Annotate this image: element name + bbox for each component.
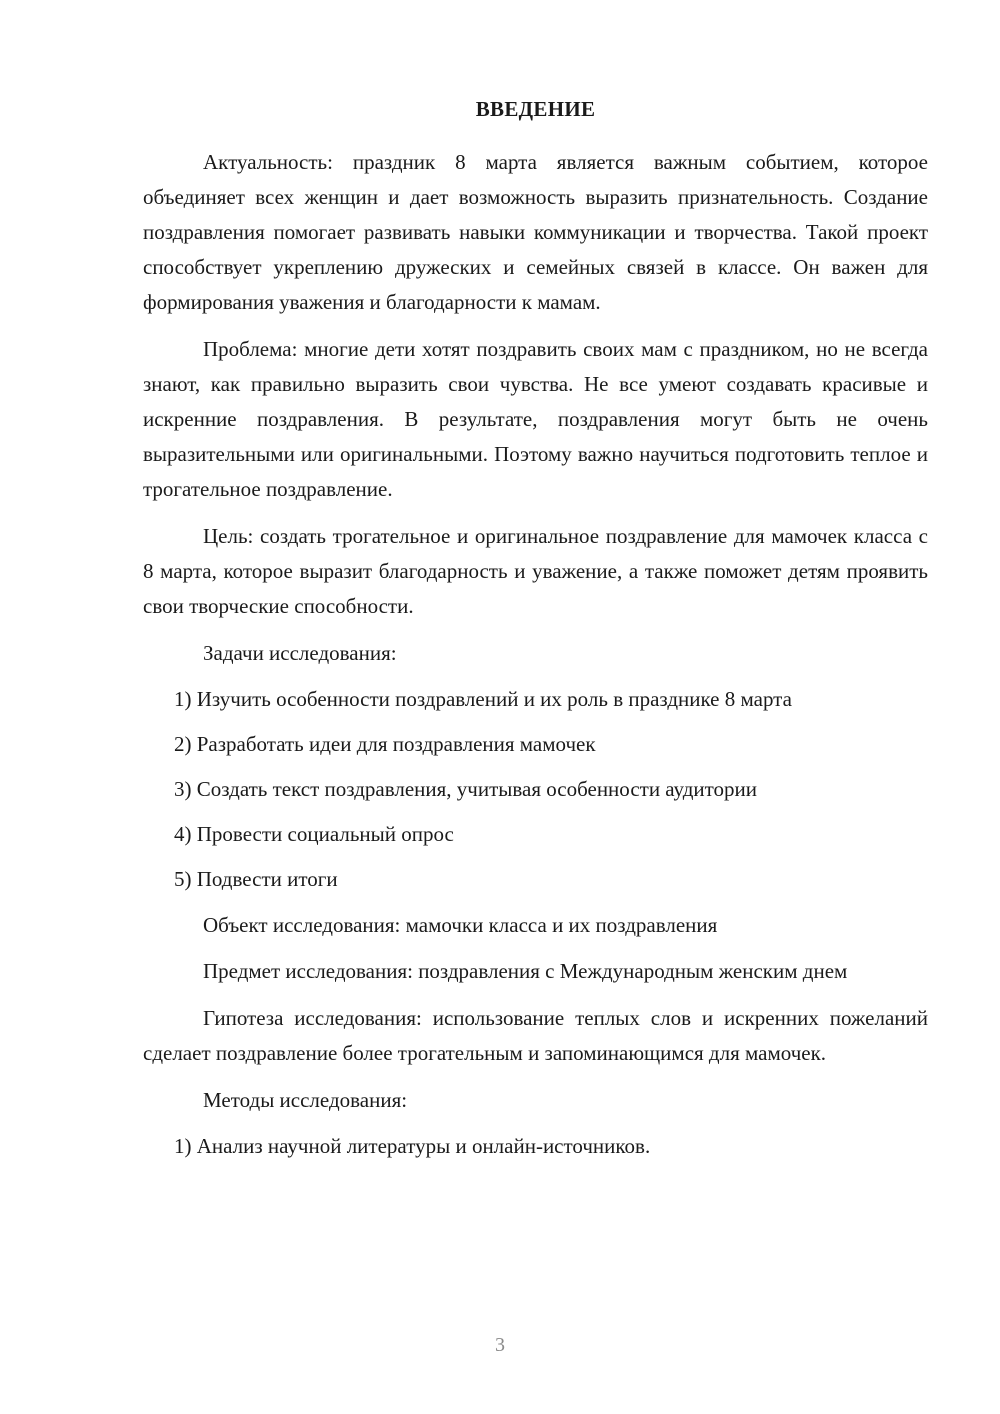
hypothesis-paragraph: Гипотеза исследования: использование теплых слов и искренних пожеланий сделает поздравление более трогательным и запоминающимся для мамочек. [143,1006,928,1065]
tasks-list [143,682,928,897]
methods-list [143,1129,928,1164]
list-item: 2) Разработать идеи для поздравления мамочек [174,732,596,756]
subject-paragraph: Предмет исследования: поздравления с Международным женским днем [203,959,848,983]
methods-heading: Методы исследования: [203,1088,408,1112]
relevance-paragraph: Актуальность: праздник 8 марта является важным событием, которое объединяет всех женщин и дает возможность выразить признательность. Создание поздравления помогает развивать навыки коммуникации и творчества. Такой проект способствует укреплению дружеских и семейных связей в классе. Он важен для формирования уважения и благодарности к мамам. [143,150,928,314]
list-item: 1) Анализ научной литературы и онлайн-источников. [174,1134,651,1158]
page-number: 3 [495,1334,505,1356]
list-item: 4) Провести социальный опрос [174,822,454,846]
tasks-heading: Задачи исследования: [203,641,397,665]
list-item: 3) Создать текст поздравления, учитывая особенности аудитории [174,777,758,801]
problem-paragraph: Проблема: многие дети хотят поздравить своих мам с праздником, но не всегда знают, как правильно выразить свои чувства. Не все умеют создавать красивые и искренние поздравления. В результате, поздравления могут быть не очень выразительными или оригинальными. Поэтому важно научиться подготовить теплое и трогательное поздравление. [143,337,928,501]
list-item: 5) Подвести итоги [174,867,338,891]
list-item: 1) Изучить особенности поздравлений и их роль в празднике 8 марта [174,687,792,711]
goal-paragraph: Цель: создать трогательное и оригинальное поздравление для мамочек класса с 8 марта, которое выразит благодарность и уважение, а также поможет детям проявить свои творческие способности. [143,524,928,618]
page-title: ВВЕДЕНИЕ [475,97,596,121]
document-page [143,92,928,1175]
object-paragraph: Объект исследования: мамочки класса и их поздравления [203,913,718,937]
